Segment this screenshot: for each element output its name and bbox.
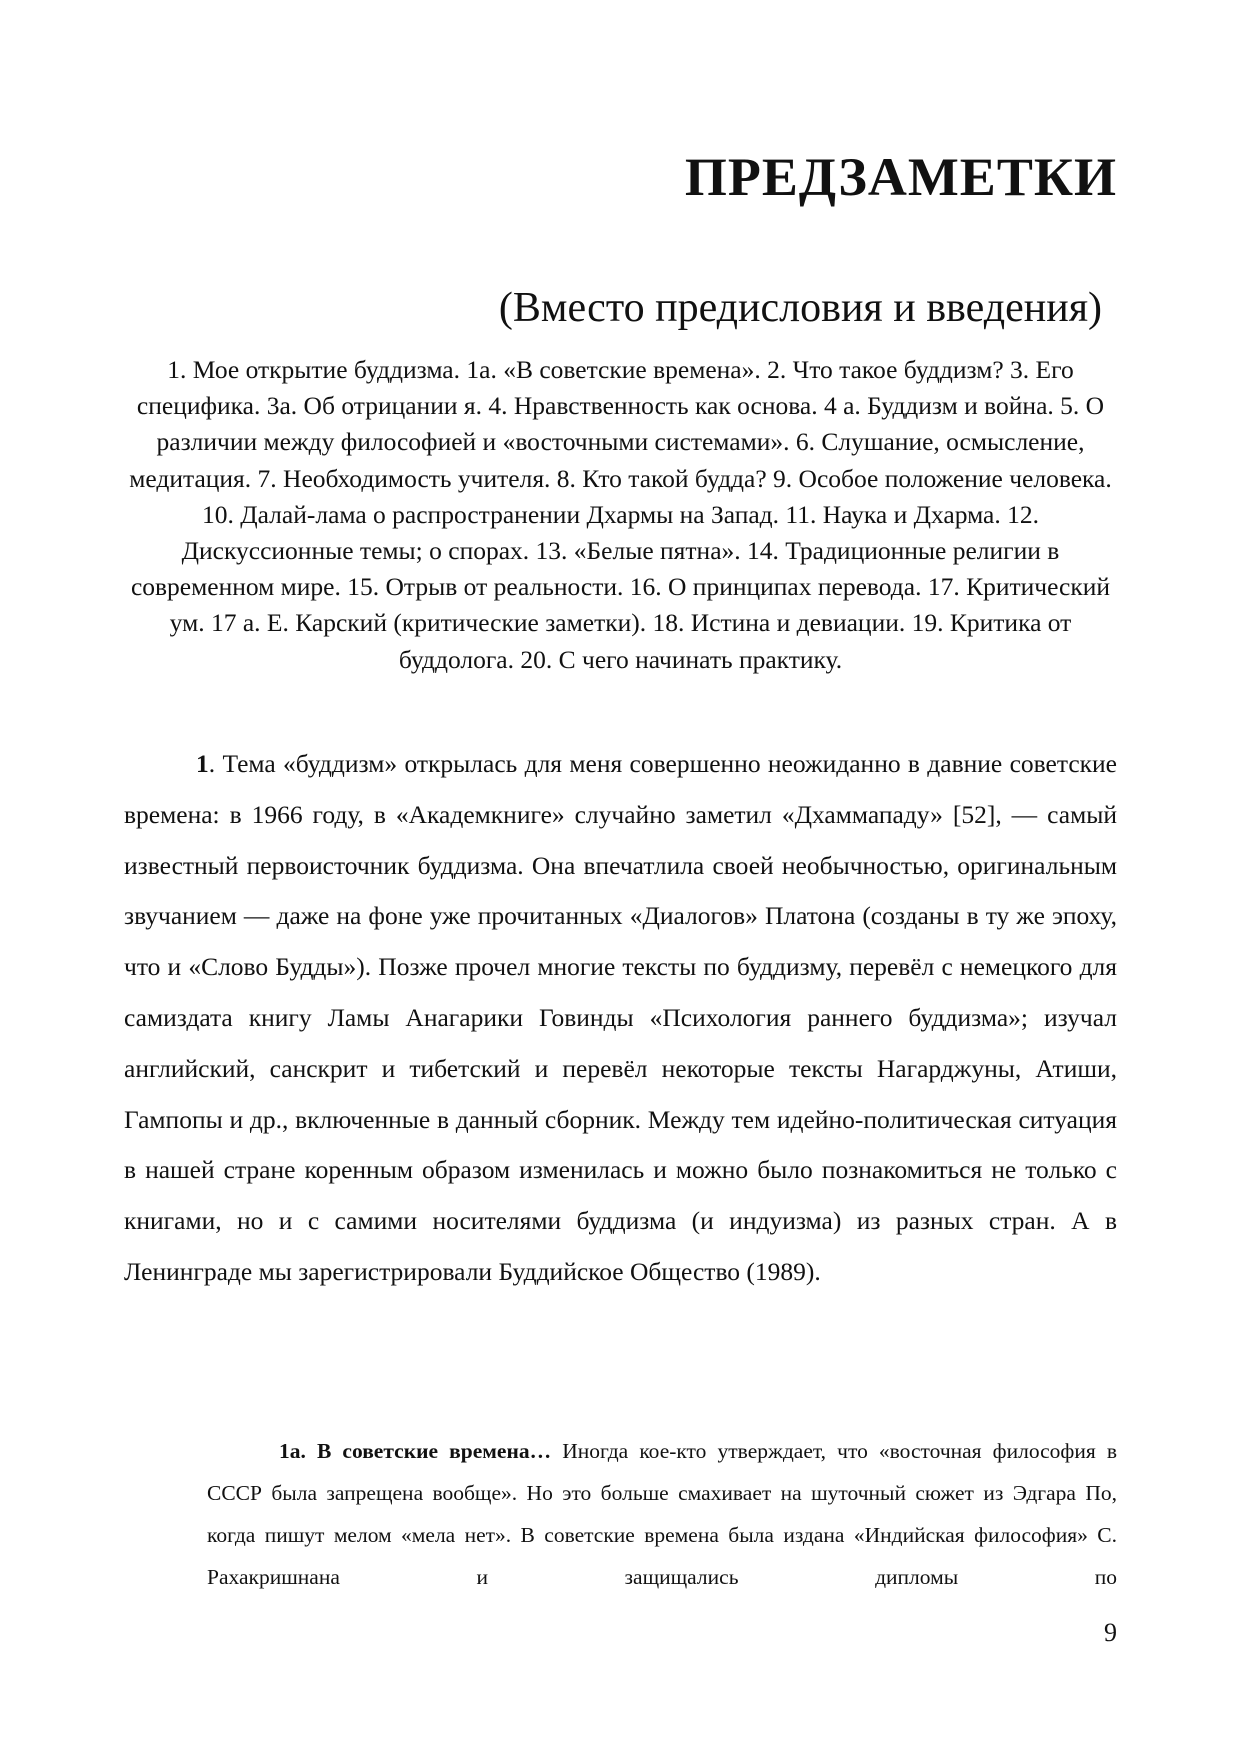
section-1a-paragraph <box>207 1430 1117 1598</box>
page-subtitle: (Вместо предисловия и введения) <box>498 285 1102 331</box>
section-1a-heading: 1а. В советские времена… <box>279 1439 552 1463</box>
section-1-paragraph <box>124 739 1117 1298</box>
section-1-text: . Тема «буддизм» открылась для меня совершенно неожиданно в давние советские времена: в 1966 году, в «Академкниге» случайно заметил «Дхаммападу» [52], — самый известный первоисточник буддизма. Она впечатлила своей необычностью, оригинальным звучанием — даже на фоне уже прочитанных «Диалогов» Платона (созданы в ту же эпоху, что и «Слово Будды»). Позже прочел многие тексты по буддизму, перевёл с немецкого для самиздата книгу Ламы Анагарики Говинды «Психология раннего буддизма»; изучал английский, санскрит и тибетский и перевёл некоторые тексты Нагарджуны, Атиши, Гампопы и др., включенные в данный сборник. Между тем идейно-политическая ситуация в нашей стране коренным образом изменилась и можно было познакомиться не только с книгами, но и с самими носителями буддизма (и индуизма) из разных стран. А в Ленинграде мы зарегистрировали Буддийское Общество (1989). <box>124 749 1117 1286</box>
page-title: ПРЕДЗАМЕТКИ <box>684 147 1117 207</box>
section-1a-text: Иногда кое-кто утверждает, что «восточная философия в СССР была запрещена вообще». Но это больше смахивает на шуточный сюжет из Эдгара По, когда пишут мелом «мела нет». В советские времена была издана «Индийская философия» С. Рахакришнана и защищались дипломы по <box>207 1439 1118 1589</box>
page-number: 9 <box>1104 1618 1117 1647</box>
table-of-contents: 1. Мое открытие буддизма. 1а. «В советские времена». 2. Что такое буддизм? 3. Его специфика. 3а. Об отрицании я. 4. Нравственность как основа. 4 а. Буддизм и война. 5. О различии между философией и «восточными системами». 6. Слушание, осмысление, медитация. 7. Необходимость учителя. 8. Кто такой будда? 9. Особое положение человека. 10. Далай-лама о распространении Дхармы на Запад. 11. Наука и Дхарма. 12. Дискуссионные темы; о спорах. 13. «Белые пятна». 14. Традиционные религии в современном мире. 15. Отрыв от реальности. 16. О принципах перевода. 17. Критический ум. 17 а. Е. Карский (критические заметки). 18. Истина и девиации. 19. Критика от буддолога. 20. С чего начинать практику. <box>129 355 1112 674</box>
section-1-number: 1 <box>196 749 209 778</box>
